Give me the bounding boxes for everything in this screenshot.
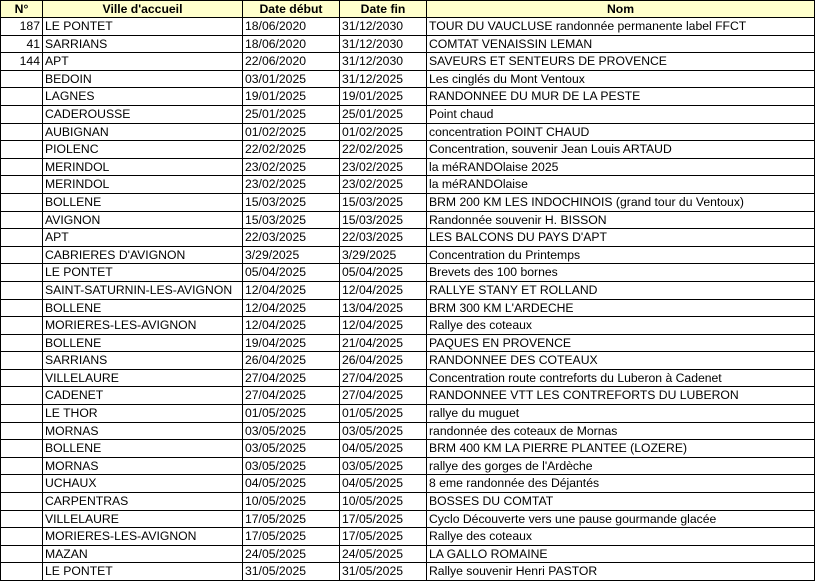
row-number: [1, 528, 43, 546]
row-city: BOLLENE: [43, 440, 243, 458]
row-number: [1, 105, 43, 123]
table-row: [1, 475, 815, 493]
row-start-date: 26/04/2025: [243, 352, 340, 370]
row-city: CARPENTRAS: [43, 493, 243, 511]
table-row: [1, 457, 815, 475]
row-city: MORNAS: [43, 422, 243, 440]
header-name: Nom: [427, 1, 815, 18]
row-end-date: 22/02/2025: [340, 141, 427, 159]
row-city: LE PONTET: [43, 264, 243, 282]
row-number: [1, 141, 43, 159]
row-city: SARRIANS: [43, 352, 243, 370]
row-name: SAVEURS ET SENTEURS DE PROVENCE: [427, 53, 815, 71]
header-city: Ville d'accueil: [43, 1, 243, 18]
table-row: [1, 299, 815, 317]
row-name: randonnée des coteaux de Mornas: [427, 422, 815, 440]
row-start-date: 05/04/2025: [243, 264, 340, 282]
row-end-date: 03/05/2025: [340, 422, 427, 440]
row-city: BOLLENE: [43, 299, 243, 317]
row-number: [1, 405, 43, 423]
table-row: [1, 440, 815, 458]
row-name: Rallye souvenir Henri PASTOR: [427, 563, 815, 581]
row-name: Randonnée souvenir H. BISSON: [427, 211, 815, 229]
row-city: SARRIANS: [43, 35, 243, 53]
row-number: [1, 299, 43, 317]
row-name: BRM 200 KM LES INDOCHINOIS (grand tour du Ventoux): [427, 193, 815, 211]
row-end-date: 15/03/2025: [340, 211, 427, 229]
row-end-date: 13/04/2025: [340, 299, 427, 317]
row-name: Concentration, souvenir Jean Louis ARTAUD: [427, 141, 815, 159]
table-row: [1, 281, 815, 299]
row-name: RALLYE STANY ET ROLLAND: [427, 281, 815, 299]
row-start-date: 03/05/2025: [243, 457, 340, 475]
row-number: [1, 422, 43, 440]
row-city: LAGNES: [43, 88, 243, 106]
table-row: [1, 545, 815, 563]
row-end-date: 12/04/2025: [340, 317, 427, 335]
row-end-date: 27/04/2025: [340, 369, 427, 387]
row-name: BRM 400 KM LA PIERRE PLANTEE (LOZERE): [427, 440, 815, 458]
table-row: [1, 18, 815, 36]
table-row: [1, 88, 815, 106]
row-start-date: 23/02/2025: [243, 158, 340, 176]
row-start-date: 03/05/2025: [243, 422, 340, 440]
table-row: [1, 369, 815, 387]
table-row: [1, 70, 815, 88]
row-end-date: 05/04/2025: [340, 264, 427, 282]
row-name: Cyclo Découverte vers une pause gourmande glacée: [427, 510, 815, 528]
row-name: LES BALCONS DU PAYS D'APT: [427, 229, 815, 247]
row-city: MORNAS: [43, 457, 243, 475]
row-start-date: 25/01/2025: [243, 105, 340, 123]
row-end-date: 04/05/2025: [340, 440, 427, 458]
table-row: [1, 105, 815, 123]
row-city: LE PONTET: [43, 563, 243, 581]
row-name: rallye du muguet: [427, 405, 815, 423]
row-number: [1, 334, 43, 352]
row-name: 8 eme randonnée des Déjantés: [427, 475, 815, 493]
row-start-date: 22/02/2025: [243, 141, 340, 159]
table-row: [1, 563, 815, 581]
row-start-date: 12/04/2025: [243, 281, 340, 299]
table-row: [1, 158, 815, 176]
row-start-date: 17/05/2025: [243, 510, 340, 528]
table-row: [1, 193, 815, 211]
row-end-date: 23/02/2025: [340, 158, 427, 176]
row-city: VILLELAURE: [43, 369, 243, 387]
row-start-date: 18/06/2020: [243, 18, 340, 36]
row-city: MORIERES-LES-AVIGNON: [43, 317, 243, 335]
row-start-date: 10/05/2025: [243, 493, 340, 511]
table-row: [1, 317, 815, 335]
row-city: SAINT-SATURNIN-LES-AVIGNON: [43, 281, 243, 299]
row-start-date: 23/02/2025: [243, 176, 340, 194]
row-start-date: 12/04/2025: [243, 317, 340, 335]
row-name: Point chaud: [427, 105, 815, 123]
header-number: N°: [1, 1, 43, 18]
row-number: [1, 317, 43, 335]
row-start-date: 19/01/2025: [243, 88, 340, 106]
row-name: BRM 300 KM L'ARDECHE: [427, 299, 815, 317]
row-name: RANDONNEE DU MUR DE LA PESTE: [427, 88, 815, 106]
row-number: [1, 88, 43, 106]
row-name: Rallye des coteaux: [427, 528, 815, 546]
row-start-date: 03/05/2025: [243, 440, 340, 458]
row-number: [1, 158, 43, 176]
table-row: [1, 35, 815, 53]
row-start-date: 27/04/2025: [243, 369, 340, 387]
row-city: UCHAUX: [43, 475, 243, 493]
table-row: [1, 528, 815, 546]
row-end-date: 19/01/2025: [340, 88, 427, 106]
row-end-date: 21/04/2025: [340, 334, 427, 352]
row-city: AUBIGNAN: [43, 123, 243, 141]
table-row: [1, 211, 815, 229]
row-end-date: 17/05/2025: [340, 528, 427, 546]
row-city: CABRIERES D'AVIGNON: [43, 246, 243, 264]
row-start-date: 22/03/2025: [243, 229, 340, 247]
row-name: TOUR DU VAUCLUSE randonnée permanente label FFCT: [427, 18, 815, 36]
row-end-date: 04/05/2025: [340, 475, 427, 493]
row-number: [1, 387, 43, 405]
row-start-date: 27/04/2025: [243, 387, 340, 405]
row-end-date: 01/02/2025: [340, 123, 427, 141]
row-end-date: 31/12/2030: [340, 35, 427, 53]
row-city: BOLLENE: [43, 193, 243, 211]
row-end-date: 24/05/2025: [340, 545, 427, 563]
row-name: Les cinglés du Mont Ventoux: [427, 70, 815, 88]
row-start-date: 01/02/2025: [243, 123, 340, 141]
row-end-date: 15/03/2025: [340, 193, 427, 211]
row-number: [1, 563, 43, 581]
table-row: [1, 141, 815, 159]
row-city: PIOLENC: [43, 141, 243, 159]
row-name: RANDONNEE DES COTEAUX: [427, 352, 815, 370]
row-number: [1, 176, 43, 194]
table-row: [1, 422, 815, 440]
row-number: [1, 193, 43, 211]
table-row: [1, 352, 815, 370]
row-city: VILLELAURE: [43, 510, 243, 528]
row-start-date: 24/05/2025: [243, 545, 340, 563]
table-row: [1, 246, 815, 264]
row-city: LE THOR: [43, 405, 243, 423]
row-name: PAQUES EN PROVENCE: [427, 334, 815, 352]
row-name: la méRANDOlaise 2025: [427, 158, 815, 176]
header-row: [1, 1, 815, 18]
row-start-date: 01/05/2025: [243, 405, 340, 423]
table-row: [1, 405, 815, 423]
row-end-date: 31/05/2025: [340, 563, 427, 581]
row-start-date: 15/03/2025: [243, 193, 340, 211]
row-name: COMTAT VENAISSIN LEMAN: [427, 35, 815, 53]
row-name: la méRANDOlaise: [427, 176, 815, 194]
row-number: [1, 545, 43, 563]
row-end-date: 31/12/2025: [340, 70, 427, 88]
row-start-date: 17/05/2025: [243, 528, 340, 546]
row-name: rallye des gorges de l'Ardèche: [427, 457, 815, 475]
row-number: [1, 510, 43, 528]
row-number: [1, 123, 43, 141]
row-name: concentration POINT CHAUD: [427, 123, 815, 141]
row-city: APT: [43, 53, 243, 71]
row-number: [1, 211, 43, 229]
row-name: RANDONNEE VTT LES CONTREFORTS DU LUBERON: [427, 387, 815, 405]
table-body: [1, 18, 815, 581]
row-number: [1, 493, 43, 511]
row-end-date: 26/04/2025: [340, 352, 427, 370]
row-number: [1, 281, 43, 299]
row-number: [1, 246, 43, 264]
table-row: [1, 53, 815, 71]
row-city: MAZAN: [43, 545, 243, 563]
row-end-date: 31/12/2030: [340, 18, 427, 36]
row-end-date: 25/01/2025: [340, 105, 427, 123]
row-city: BEDOIN: [43, 70, 243, 88]
row-start-date: 3/29/2025: [243, 246, 340, 264]
table-row: [1, 264, 815, 282]
header-end-date: Date fin: [340, 1, 427, 18]
table-row: [1, 176, 815, 194]
row-end-date: 22/03/2025: [340, 229, 427, 247]
row-end-date: 12/04/2025: [340, 281, 427, 299]
row-city: MORIERES-LES-AVIGNON: [43, 528, 243, 546]
row-end-date: 01/05/2025: [340, 405, 427, 423]
row-start-date: 12/04/2025: [243, 299, 340, 317]
row-end-date: 3/29/2025: [340, 246, 427, 264]
row-number: [1, 352, 43, 370]
row-number: [1, 457, 43, 475]
row-name: Concentration route contreforts du Luberon à Cadenet: [427, 369, 815, 387]
row-city: MERINDOL: [43, 176, 243, 194]
row-number: 144: [1, 53, 43, 71]
row-name: Brevets des 100 bornes: [427, 264, 815, 282]
row-city: BOLLENE: [43, 334, 243, 352]
row-end-date: 27/04/2025: [340, 387, 427, 405]
row-end-date: 31/12/2030: [340, 53, 427, 71]
row-start-date: 15/03/2025: [243, 211, 340, 229]
row-name: BOSSES DU COMTAT: [427, 493, 815, 511]
row-start-date: 04/05/2025: [243, 475, 340, 493]
row-start-date: 18/06/2020: [243, 35, 340, 53]
row-end-date: 10/05/2025: [340, 493, 427, 511]
table-row: [1, 334, 815, 352]
table-row: [1, 510, 815, 528]
row-city: MERINDOL: [43, 158, 243, 176]
row-end-date: 17/05/2025: [340, 510, 427, 528]
row-city: APT: [43, 229, 243, 247]
row-number: [1, 229, 43, 247]
table-row: [1, 229, 815, 247]
row-end-date: 23/02/2025: [340, 176, 427, 194]
row-name: Rallye des coteaux: [427, 317, 815, 335]
row-number: 187: [1, 18, 43, 36]
row-name: Concentration du Printemps: [427, 246, 815, 264]
row-number: [1, 475, 43, 493]
row-start-date: 22/06/2020: [243, 53, 340, 71]
table-row: [1, 387, 815, 405]
table-row: [1, 493, 815, 511]
row-city: CADENET: [43, 387, 243, 405]
row-city: CADEROUSSE: [43, 105, 243, 123]
row-number: [1, 70, 43, 88]
row-city: AVIGNON: [43, 211, 243, 229]
row-number: [1, 264, 43, 282]
row-name: LA GALLO ROMAINE: [427, 545, 815, 563]
row-start-date: 03/01/2025: [243, 70, 340, 88]
row-number: [1, 440, 43, 458]
row-start-date: 19/04/2025: [243, 334, 340, 352]
row-end-date: 03/05/2025: [340, 457, 427, 475]
row-number: 41: [1, 35, 43, 53]
table-row: [1, 123, 815, 141]
header-start-date: Date début: [243, 1, 340, 18]
row-start-date: 31/05/2025: [243, 563, 340, 581]
row-number: [1, 369, 43, 387]
row-city: LE PONTET: [43, 18, 243, 36]
